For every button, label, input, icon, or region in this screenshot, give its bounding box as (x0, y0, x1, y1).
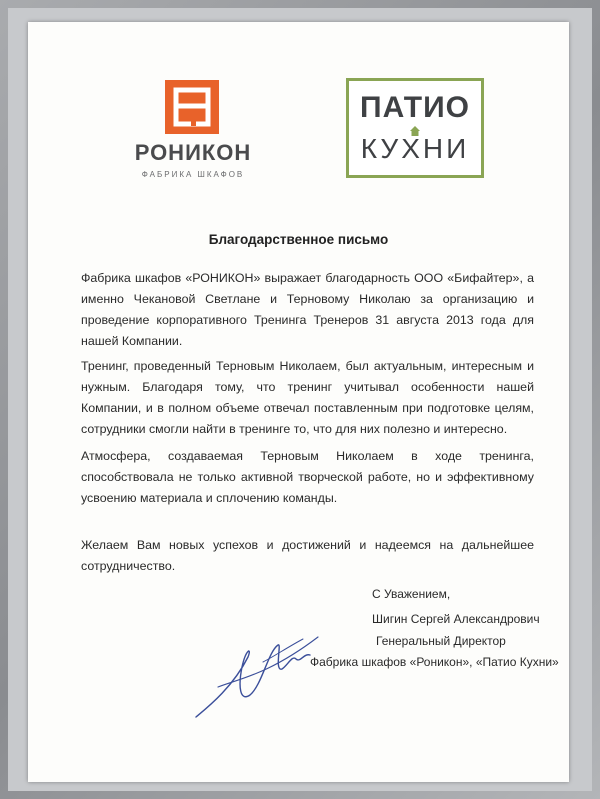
signoff-name: Шигин Сергей Александрович (372, 612, 540, 626)
letter-title: Благодарственное письмо (208, 232, 389, 247)
letter-paragraph: Атмосфера, создаваемая Терновым Николаем в ходе тренинга, способствовала не только активной творческой работе, но и эффективному усвоению материала и сплочению команды. (81, 449, 534, 505)
patio-logo-line2: КУХНИ (360, 133, 470, 164)
letter-page (28, 22, 569, 782)
patio-logo-line1: ПАТИО (360, 91, 470, 124)
patio-kuhni-logo (346, 78, 484, 178)
signoff-company: Фабрика шкафов «Роникон», «Патио Кухни» (310, 655, 559, 669)
handwritten-signature (178, 617, 328, 727)
signoff-position: Генеральный Директор (376, 634, 506, 648)
signoff-greeting: С Уважением, (372, 587, 451, 601)
ronikon-logo (118, 80, 268, 190)
letter-paragraph: Желаем Вам новых успехов и достижений и надеемся на дальнейшее сотрудничество. (81, 538, 534, 573)
letter-paragraph: Тренинг, проведенный Терновым Николаем, был актуальным, интересным и нужным. Благодаря тому, что тренинг учитывал особенности нашей Компании, и в полном объеме отвечал поставленным при подготовке целям, сотрудники смогли найти в тренинге то, что для них полезно и интересно. (81, 359, 534, 436)
letter-paragraph: Фабрика шкафов «РОНИКОН» выражает благодарность ООО «Бифайтер», а именно Чекановой Светлане и Терновому Николаю за организацию и проведение корпоративного Тренинга Тренеров 31 августа 2013 года для нашей Компании. (81, 271, 534, 348)
ronikon-logo-name: РОНИКОН (134, 140, 252, 165)
ronikon-logo-mark-icon (165, 80, 219, 134)
ronikon-logo-tagline: ФАБРИКА ШКАФОВ (141, 170, 245, 179)
